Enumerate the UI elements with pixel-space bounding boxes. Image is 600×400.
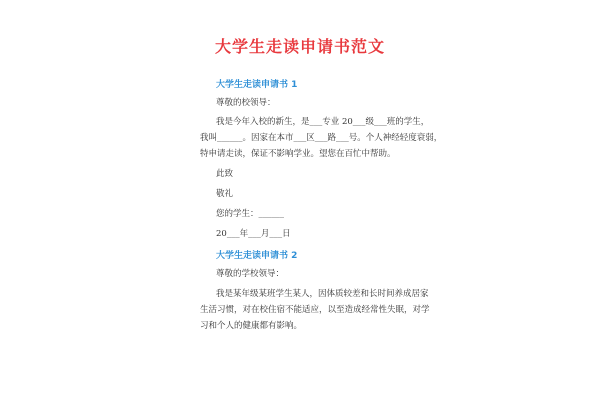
section-heading-2: 大学生走读申请书 2 <box>216 251 298 261</box>
section-2-body-line: 生活习惯，对在校住宿不能适应，以至造成经常性失眠，对学 <box>200 305 430 315</box>
section-2-body-line: 习和个人的健康都有影响。 <box>200 321 303 331</box>
section-1-body-line: 特申请走读，保证不影响学业。望您在百忙中帮助。 <box>200 149 396 159</box>
section-1-body-line: 我是今年入校的新生，是___专业 20___级___班的学生， <box>216 117 430 127</box>
section-1-greeting: 尊敬的校领导： <box>216 98 276 108</box>
section-2-greeting: 尊敬的学校领导： <box>216 269 285 279</box>
section-heading-1: 大学生走读申请书 1 <box>216 80 298 90</box>
section-2-body-line: 我是某年级某班学生某人，因体质较差和长时间养成居家 <box>216 289 429 299</box>
section-1-body-line: 我叫______。因家在本市___区___路___号。个人神经轻度衰弱， <box>200 133 443 143</box>
document-title: 大学生走读申请书范文 <box>214 37 385 56</box>
section-1-closing-ci-zhi: 此致 <box>216 169 234 179</box>
section-1-signature: 您的学生：______ <box>216 209 285 219</box>
section-1-closing-jing-li: 敬礼 <box>216 189 234 199</box>
section-1-date: 20___年___月___日 <box>216 229 291 239</box>
